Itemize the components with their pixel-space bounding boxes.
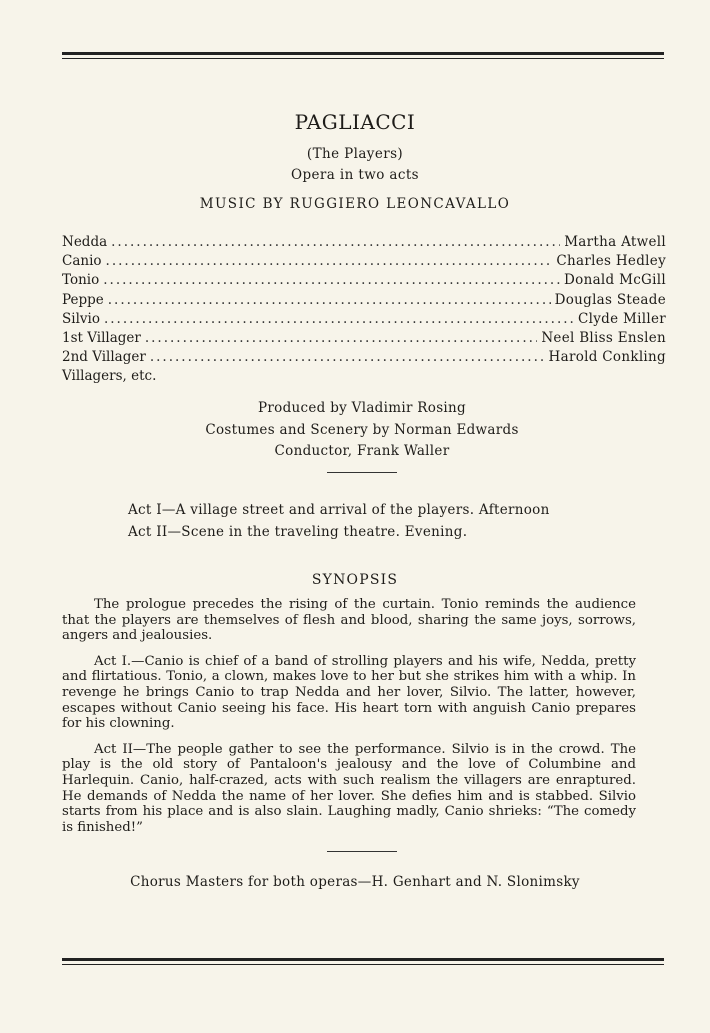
- act-item: Act II—Scene in the traveling theatre. Evening.: [128, 523, 468, 540]
- cast-role: 1st Villager: [62, 329, 141, 346]
- synopsis-paragraph: Act I.—Canio is chief of a band of strolling players and his wife, Nedda, pretty and flirtatious. Tonio, a clown, makes love to her but she strikes him with a whip. In revenge he brings Canio to trap Nedda and her lover, Silvio. The latter, however, escapes without Canio seeing his face. His heart torn with anguish Canio prepares for his clowning.: [62, 653, 636, 732]
- dot-leader: [145, 329, 537, 348]
- cast-actor: Harold Conkling: [548, 349, 666, 366]
- cast-row: [62, 271, 666, 290]
- cast-actor: Charles Hedley: [556, 253, 666, 270]
- costumes-credit: Costumes and Scenery by Norman Edwards: [205, 421, 519, 438]
- dot-leader: [150, 348, 545, 367]
- opera-subtitle: (The Players): [306, 146, 404, 162]
- opera-type: Opera in two acts: [291, 167, 419, 183]
- synopsis-body: [62, 597, 636, 845]
- producer-credit: Produced by Vladimir Rosing: [258, 400, 466, 416]
- top-double-rule: [62, 52, 664, 59]
- cast-row: [62, 348, 666, 367]
- cast-row: [62, 252, 666, 271]
- cast-role: 2nd Villager: [62, 349, 146, 366]
- acts-list: [128, 500, 550, 543]
- cast-role: Peppe: [62, 291, 104, 308]
- cast-actor: Douglas Steade: [554, 291, 666, 308]
- synopsis-paragraph: Act II—The people gather to see the performance. Silvio is in the crowd. The play is the old story of Pantaloon's jealousy and the love of Columbine and Harlequin. Canio, half-crazed, acts with such realism the villagers are enraptured. He demands of Nedda the name of her lover. She defies him and is stabbed. Silvio starts from his place and is also slain. Laughing madly, Canio shrieks: “The comedy is finished!”: [62, 741, 636, 835]
- cast-role: Silvio: [62, 310, 100, 327]
- section-divider: [327, 472, 397, 473]
- chorus-credit: Chorus Masters for both operas—H. Genhart and N. Slonimsky: [130, 874, 580, 890]
- cast-row: [62, 291, 666, 310]
- cast-list: [62, 233, 666, 387]
- opera-title: PAGLIACCI: [294, 110, 416, 134]
- dot-leader: [103, 271, 560, 290]
- dot-leader: [108, 291, 551, 310]
- music-credit: MUSIC BY RUGGIERO LEONCAVALLO: [199, 196, 511, 212]
- dot-leader: [111, 233, 560, 252]
- cast-actor: Donald McGill: [564, 272, 666, 289]
- cast-actor: Neel Bliss Enslen: [541, 329, 666, 346]
- cast-role: Canio: [62, 253, 102, 270]
- synopsis-heading: SYNOPSIS: [311, 572, 399, 588]
- cast-role: Nedda: [62, 234, 108, 250]
- cast-row: [62, 310, 666, 329]
- production-credits: [0, 398, 710, 463]
- cast-extra: Villagers, etc.: [62, 368, 157, 385]
- dot-leader: [104, 310, 574, 329]
- section-divider: [327, 851, 397, 852]
- synopsis-paragraph: The prologue precedes the rising of the curtain. Tonio reminds the audience that the players are themselves of flesh and blood, sharing the same joys, sorrows, angers and jealousies.: [62, 597, 636, 644]
- cast-row: [62, 233, 666, 252]
- bottom-double-rule: [62, 958, 664, 965]
- act-item: Act I—A village street and arrival of the players. Afternoon: [128, 502, 550, 518]
- cast-role: Tonio: [62, 272, 100, 289]
- conductor-credit: Conductor, Frank Waller: [274, 443, 450, 459]
- cast-row: [62, 329, 666, 348]
- cast-actor: Martha Atwell: [564, 234, 666, 250]
- cast-actor: Clyde Miller: [577, 310, 666, 327]
- dot-leader: [106, 252, 553, 271]
